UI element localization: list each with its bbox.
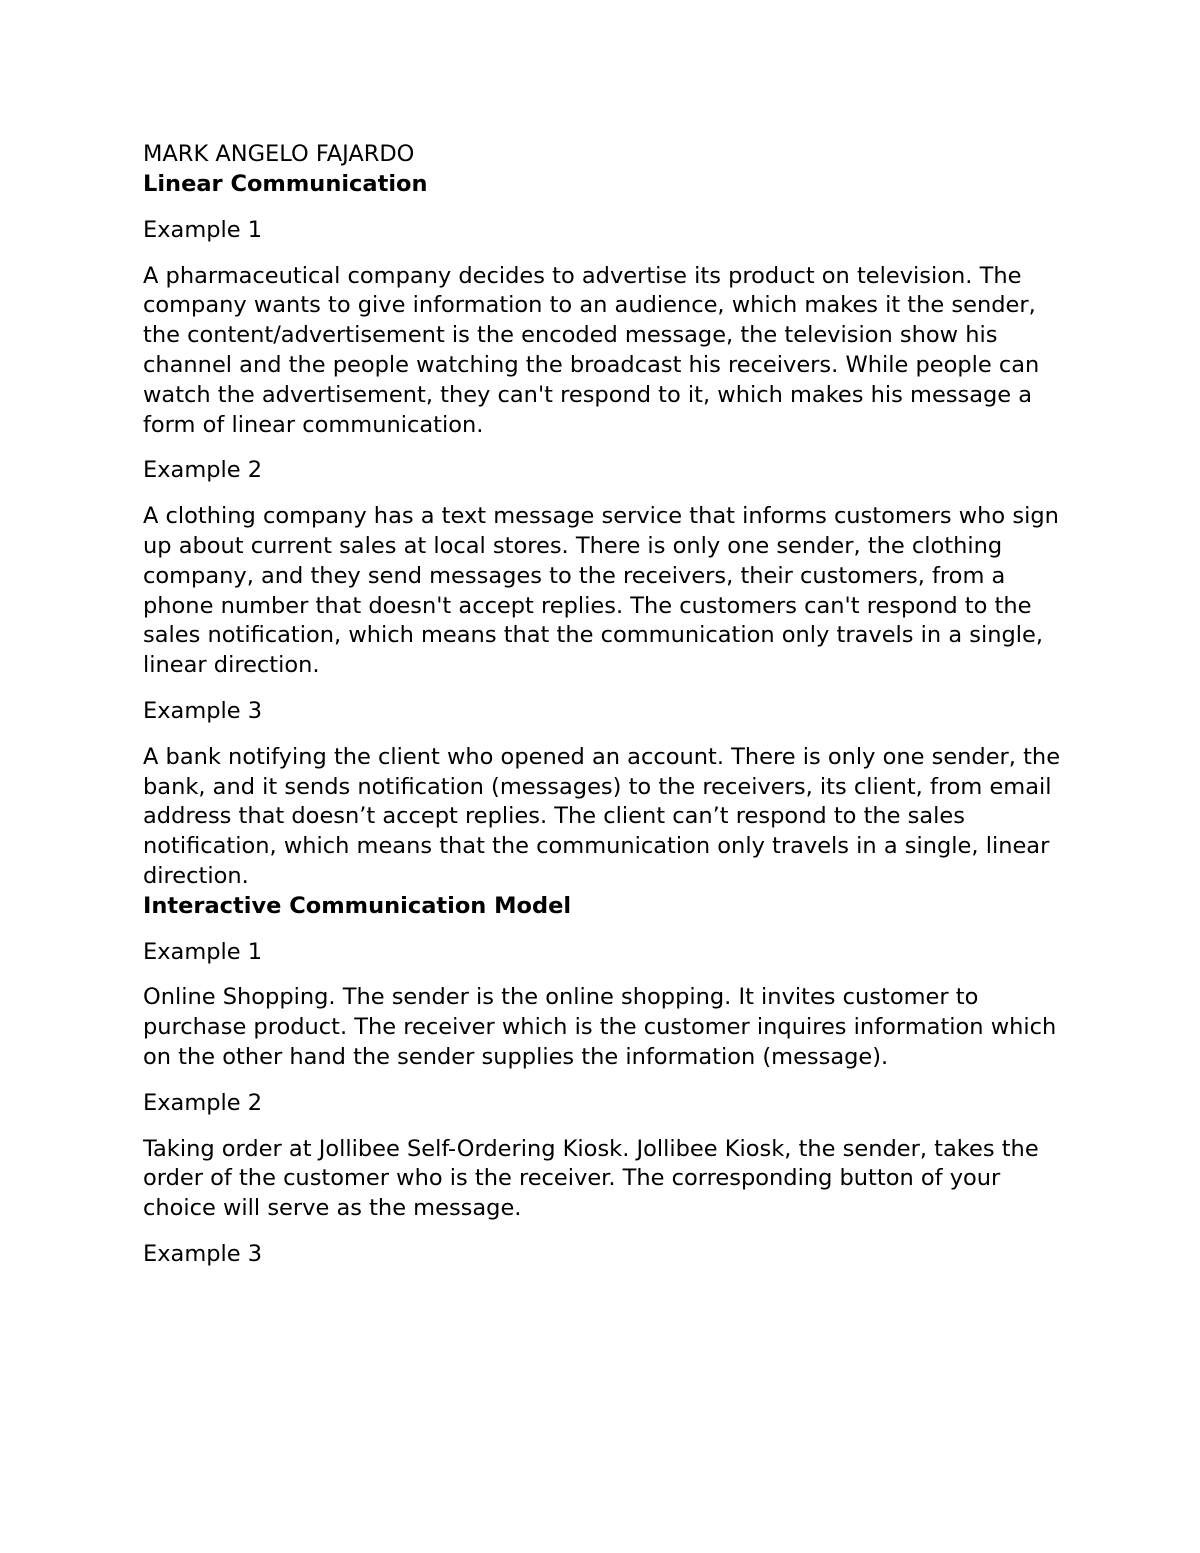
example-text: A bank notifying the client who opened an account. There is only one sender, the bank, and it sends notification (messages) to the receivers, its client, from email address that doesn’t accept replies. The client can’t respond to the sales notification, which means that the communication only travels in a single, linear direction. (143, 743, 1061, 889)
example-text: A clothing company has a text message service that informs customers who sign up about current sales at local stores. There is only one sender, the clothing company, and they send messages to the receivers, their customers, from a phone number that doesn't accept replies. The customers can't respond to the sales notification, which means that the communication only travels in a single, linear direction. (143, 503, 1059, 679)
section-title: Interactive Communication Model (143, 892, 572, 919)
example-label: Example 1 (143, 938, 263, 965)
example-text: A pharmaceutical company decides to advertise its product on television. The company wants to give information to an audience, which makes it the sender, the content/advertisement is the encoded message, the television show his channel and the people watching the broadcast his receivers. While people can watch the advertisement, they can't respond to it, which makes his message a form of linear communication. (143, 262, 1040, 438)
example-label: Example 2 (143, 457, 263, 484)
section-interactive-communication-model (143, 892, 1073, 1270)
example-label: Example 3 (143, 1240, 263, 1267)
section-linear-communication (143, 170, 1073, 892)
example-text: Taking order at Jollibee Self-Ordering Kiosk. Jollibee Kiosk, the sender, takes the order of the customer who is the receiver. The corresponding button of your choice will serve as the message. (143, 1135, 1039, 1222)
document-page (143, 140, 1073, 1270)
example-label: Example 3 (143, 697, 263, 724)
author-name: MARK ANGELO FAJARDO (143, 141, 415, 167)
example-label: Example 1 (143, 216, 263, 243)
example-text: Online Shopping. The sender is the online shopping. It invites customer to purchase product. The receiver which is the customer inquires information which on the other hand the sender supplies the information (message). (143, 984, 1057, 1070)
section-title: Linear Communication (143, 171, 428, 197)
example-label: Example 2 (143, 1089, 263, 1116)
